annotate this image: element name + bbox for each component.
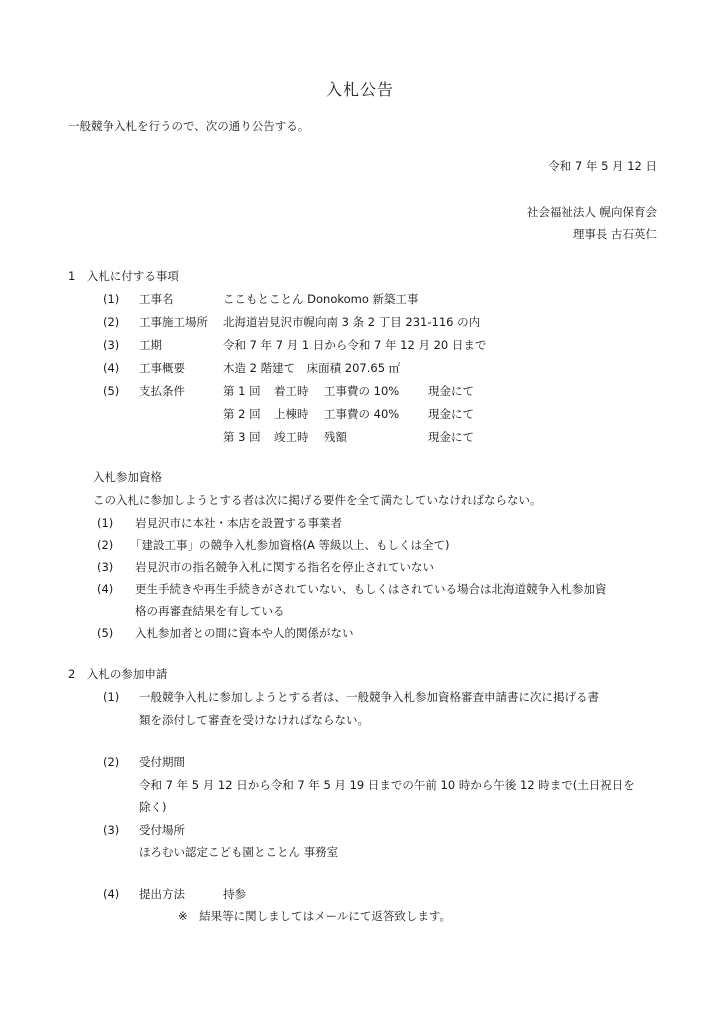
payment-amount: 残額 — [324, 430, 347, 444]
item-text: 「建設工事」の競争入札参加資格(A 等級以上、もしくは全て) — [130, 538, 450, 552]
item-number: (1) — [103, 292, 120, 306]
item-value: ここもとことん Donokomo 新築工事 — [223, 292, 419, 306]
qualification-lead: この入札に参加しようとする者は次に掲げる要件を全て満たしていなければならない。 — [93, 493, 542, 507]
payment-amount: 工事費の 10% — [324, 384, 400, 398]
section-1-heading: 1 入札に付する事項 — [68, 269, 179, 283]
item-text: 入札参加者との間に資本や人的関係がない — [135, 626, 354, 640]
item-value: 令和 7 年 7 月 1 日から令和 7 年 12 月 20 日まで — [223, 338, 487, 352]
item-text-continued: 除く) — [139, 800, 167, 814]
payment-method: 現金にて — [428, 407, 474, 421]
intro-text: 一般競争入札を行うので、次の通り公告する。 — [68, 119, 310, 133]
item-number: (4) — [103, 361, 120, 375]
issuer-person: 理事長 古石英仁 — [572, 227, 657, 241]
payment-round: 第 1 回 — [223, 384, 261, 398]
item-number: (3) — [103, 338, 120, 352]
item-text: 岩見沢市に本社・本店を設置する事業者 — [135, 516, 342, 530]
item-number: (4) — [97, 582, 114, 596]
item-text: 更生手続きや再生手続きがされていない、もしくはされている場合は北海道競争入札参加資 — [135, 582, 607, 596]
item-text: 一般競争入札に参加しようとする者は、一般競争入札参加資格審査申請書に次に掲げる書 — [139, 690, 599, 704]
item-number: (1) — [97, 516, 114, 530]
item-label: 支払条件 — [139, 384, 185, 398]
item-value: 木造 2 階建て 床面積 207.65 ㎡ — [223, 361, 401, 375]
payment-method: 現金にて — [428, 430, 474, 444]
item-number: (3) — [103, 823, 120, 837]
item-label: 工事概要 — [139, 361, 185, 375]
item-number: (1) — [103, 690, 120, 704]
item-text: 令和 7 年 5 月 12 日から令和 7 年 5 月 19 日までの午前 10 時から午後 12 時まで(土日祝日を — [139, 778, 635, 792]
item-number: (2) — [97, 538, 114, 552]
item-number: (3) — [97, 560, 114, 574]
item-number: (2) — [103, 315, 120, 329]
item-value: 北海道岩見沢市幌向南 3 条 2 丁目 231-116 の内 — [223, 315, 481, 329]
item-label: 提出方法 — [139, 887, 185, 901]
item-label: 受付期間 — [139, 755, 185, 769]
item-label: 受付場所 — [139, 823, 185, 837]
item-text-continued: 類を添付して審査を受けなければならない。 — [139, 713, 369, 727]
section-2-heading: 2 入札の参加申請 — [68, 667, 168, 681]
announcement-date: 令和 7 年 5 月 12 日 — [548, 159, 657, 173]
item-label: 工事名 — [139, 292, 174, 306]
item-number: (5) — [103, 384, 120, 398]
payment-when: 上棟時 — [274, 407, 309, 421]
payment-round: 第 2 回 — [223, 407, 261, 421]
item-value: 持参 — [223, 887, 246, 901]
item-text: ほろむい認定こども園とことん 事務室 — [139, 845, 339, 859]
payment-amount: 工事費の 40% — [324, 407, 400, 421]
item-number: (5) — [97, 626, 114, 640]
qualification-heading: 入札参加資格 — [93, 470, 162, 484]
payment-round: 第 3 回 — [223, 430, 261, 444]
item-text: 岩見沢市の指名競争入札に関する指名を停止されていない — [135, 560, 434, 574]
payment-when: 着工時 — [274, 384, 309, 398]
payment-method: 現金にて — [428, 384, 474, 398]
item-number: (2) — [103, 755, 120, 769]
payment-when: 竣工時 — [274, 430, 309, 444]
item-text-continued: 格の再審査結果を有している — [135, 604, 285, 618]
item-label: 工事施工場所 — [139, 315, 208, 329]
issuer-organization: 社会福祉法人 幌向保育会 — [526, 205, 657, 219]
item-label: 工期 — [139, 338, 162, 352]
item-number: (4) — [103, 887, 120, 901]
item-note: ※ 結果等に関しましてはメールにて返答致します。 — [178, 909, 451, 923]
document-title: 入札公告 — [326, 80, 395, 99]
